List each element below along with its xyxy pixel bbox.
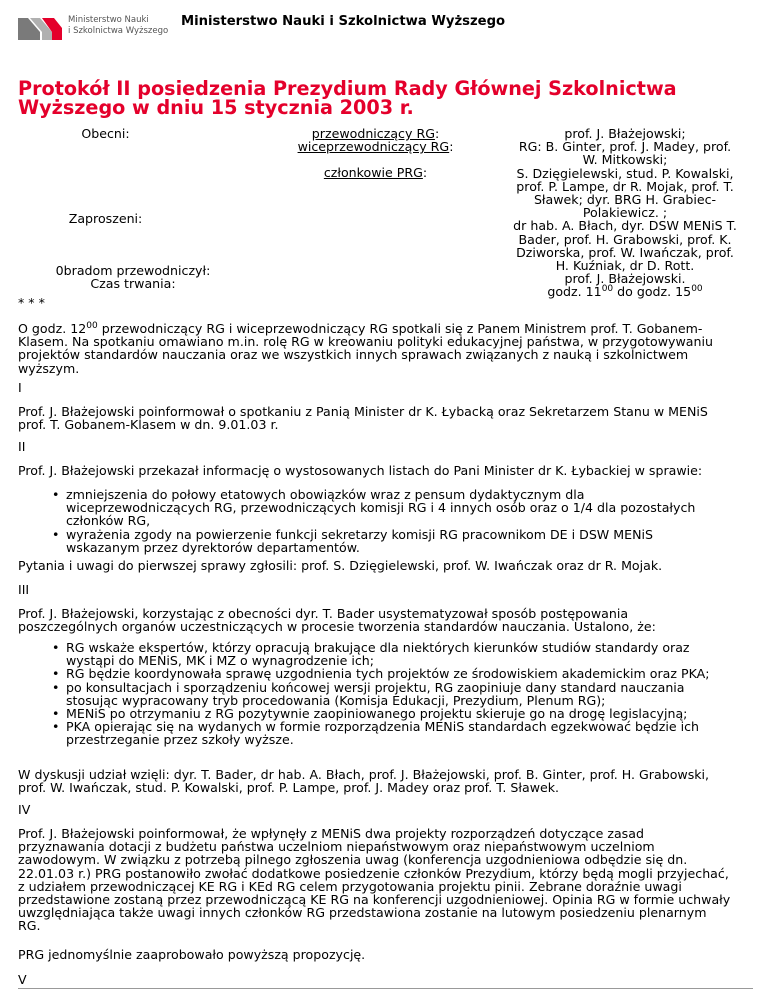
role-czlonkowie-text[interactable]: członkowie PRG <box>323 165 423 180</box>
section-number-4: IV <box>18 802 31 817</box>
list-item-line: • po konsultacjach i sporządzeniu końcowej wersji projektu, RG zaopiniuje dany standard nauczania <box>66 679 685 695</box>
list-item-line: przestrzeganie przez szkoły wyższe. <box>66 732 294 748</box>
list-item <box>66 488 753 528</box>
intro-line-3: projektów standardów nauczania oraz we wszystkich innych sprawach związanych z nauką i szkolnictwem <box>18 347 689 363</box>
time-sup-2: 00 <box>691 284 703 295</box>
list-item-line: • MENiS po otrzymaniu z RG pozytywnie zaopiniowanego projektu skieruje go na drogę legislacyjną; <box>66 706 688 722</box>
section-1-line-1: Prof. J. Błażejowski poinformował o spotkaniu z Panią Minister dr K. Łybacką oraz Sekretarzem Stanu w MENiS <box>18 404 708 419</box>
site-header <box>18 12 758 42</box>
list-item-line: • RG wskaże ekspertów, którzy opracują brakujące dla niektórych kierunków studiów standardy oraz <box>66 640 690 655</box>
names-line: RG: B. Ginter, prof. J. Madey, prof. <box>518 139 732 155</box>
list-item-line: stosując wypracowany tryb procedowania (Komisja Edukacji, Prezydium, Plenum RG); <box>66 692 606 708</box>
section-4-line: RG. <box>18 918 41 934</box>
list-item-line: wystąpi do MENiS, MK i MZ o wynagrodzenie ich; <box>66 653 375 669</box>
page-title <box>18 79 753 117</box>
names-line: H. Kuźniak, dr D. Rott. <box>555 258 695 274</box>
list-item-line: • PKA opierając się na wydanych w formie rozporządzenia MENiS standardach egzekwować będzie ich <box>66 719 700 735</box>
section-number-5: V <box>18 972 27 987</box>
label-czas: Czas trwania: <box>90 276 176 291</box>
role-wiceprzewodniczacy-text[interactable]: wiceprzewodniczący RG <box>297 139 450 154</box>
list-item-line: • zmniejszenia do połowy etatowych obowiązków wraz z pensum dydaktycznym dla <box>66 487 585 502</box>
logo-line-1: Ministerstwo Nauki <box>68 15 149 25</box>
logo-line-2: i Szkolnictwa Wyższego <box>68 25 169 36</box>
section-4-line: 22.01.03 r.) PRG postanowiło zwołać dodatkowe posiedzenie członków Prezydium, którzy będą mogli przyjechać, <box>18 865 729 881</box>
intro-line-2: Klasem. Na spotkaniu omawiano m.in. rolę RG w kreowaniu polityki edukacyjnej państwa, w przygotowywaniu <box>18 334 713 350</box>
section-2-paragraph: Prof. J. Błażejowski przekazał informację o wystosowanych listach do Pani Minister dr K. Łybackiej w sprawie: <box>18 463 703 478</box>
logo-text <box>68 15 168 36</box>
time-sup-1: 00 <box>601 284 614 295</box>
section-3-line-1: Prof. J. Błażejowski, korzystając z obecności dyr. T. Bader usystematyzował sposób postępowania <box>18 606 629 621</box>
page-title-line-1: Protokół II posiedzenia Prezydium Rady Głównej Szkolnictwa <box>18 77 677 100</box>
label-obecni: Obecni: <box>81 126 130 141</box>
section-3-after-line-2: prof. W. Iwańczak, stud. P. Kowalski, prof. P. Lampe, prof. J. Madey oraz prof. T. Sławek. <box>18 780 560 796</box>
time-prefix: godz. 11 <box>547 284 602 300</box>
time-mid: do godz. 15 <box>613 284 692 300</box>
bottom-divider <box>18 988 753 989</box>
names-line: prof. J. Błażejowski. <box>564 271 686 287</box>
ministry-logo-icon[interactable] <box>18 14 62 40</box>
names-line: Sławek; dyr. BRG H. Grabiec- <box>533 192 717 208</box>
section-1-line-2: prof. T. Gobanem-Klasem w dn. 9.01.03 r. <box>18 417 279 433</box>
section-4-line: przedstawione zostaną przez przewodniczącą KE RG na konferencji uzgodnieniowej. Opinia RG w formie uchwały <box>18 892 731 908</box>
intro-sup: 00 <box>86 321 98 331</box>
section-number-1: I <box>18 380 22 395</box>
page-title-line-2: Wyższego w dniu 15 stycznia 2003 r. <box>18 96 414 119</box>
names-line: Polakiewicz. ; <box>582 205 668 221</box>
list-item <box>66 681 753 707</box>
list-item-line: wiceprzewodniczących RG, przewodniczących komisji RG i 4 innych osób oraz o 1/4 dla pozostałych <box>66 500 696 516</box>
section-3-after-line-1: W dyskusji udział wzięli: dyr. T. Bader, dr hab. A. Błach, prof. J. Błażejowski, prof. B. Ginter, prof. H. Grabowski, <box>18 767 710 782</box>
separator-stars: * * * <box>18 295 45 310</box>
role-czlonkowie <box>263 166 488 179</box>
names-line: Dziworska, prof. W. Iwańczak, prof. <box>516 244 734 260</box>
section-4-line: przyznawania dotacji z budżetu państwa uczelniom niepaństwowym oraz niepaństwowym uczelniom <box>18 839 655 855</box>
section-4-line: zawodowym. W związku z potrzebą pilnego zgłoszenia uwag (konferencja uzgodnieniowa odbędzie się dn. <box>18 852 688 868</box>
list-item-line: wskazanym przez dyrektorów departamentów. <box>66 539 360 555</box>
names-line: prof. J. Błażejowski; <box>564 126 686 141</box>
intro-paragraph <box>18 322 753 375</box>
section-3-list <box>18 641 753 747</box>
label-obradom: 0bradom przewodniczył: <box>55 263 211 278</box>
names-line: Bader, prof. H. Grabowski, prof. K. <box>518 231 732 247</box>
section-2-list <box>18 488 753 554</box>
section-3-paragraph <box>18 607 753 633</box>
site-title: Ministerstwo Nauki i Szkolnictwa Wyższego <box>181 14 506 29</box>
list-item-line: członków RG, <box>66 513 151 529</box>
list-item-line: • wyrażenia zgody na powierzenie funkcji sekretarzy komisji RG pracownikom DE i DSW MENiS <box>66 526 654 542</box>
intro-pre: O godz. 12 <box>18 321 87 336</box>
section-number-2: II <box>18 439 26 454</box>
role-wiceprzewodniczacy <box>263 140 488 153</box>
role-przewodniczacy-text[interactable]: przewodniczący RG <box>311 126 435 141</box>
attendance-table <box>18 126 748 300</box>
section-4-line: uwzględniająca także uwagi innych członków RG przedstawiona zostanie na lutowym posiedzeniu plenarnym <box>18 905 707 921</box>
names-line: W. Mitkowski; <box>582 152 668 168</box>
section-4-paragraph <box>18 827 753 933</box>
list-item <box>66 641 753 667</box>
list-item <box>66 667 753 680</box>
names-line: prof. P. Lampe, dr R. Mojak, prof. T. <box>516 178 734 194</box>
role-colon: : <box>422 165 428 180</box>
list-item <box>66 720 753 746</box>
intro-rest: przewodniczący RG i wiceprzewodniczący RG spotkali się z Panem Ministrem prof. T. Gobanem- <box>97 321 703 336</box>
label-zaproszeni: Zaproszeni: <box>68 211 143 226</box>
names-line: S. Dzięgielewski, stud. P. Kowalski, <box>516 165 734 181</box>
section-number-3: III <box>18 582 30 597</box>
list-item-line: • RG będzie koordynowała sprawę uzgodnienia tych projektów ze środowiskiem akademickim oraz PKA; <box>66 666 710 682</box>
section-4-after: PRG jednomyślnie zaaprobowało powyższą propozycję. <box>18 947 366 962</box>
list-item <box>66 528 753 554</box>
intro-line-4: wyższym. <box>18 360 80 376</box>
section-3-after <box>18 768 753 794</box>
meta-names <box>500 127 750 299</box>
section-3-line-2: poszczególnych organów uczestniczących w procesie tworzenia standardów nauczania. Ustalono, że: <box>18 619 656 635</box>
names-line: dr hab. A. Błach, dyr. DSW MENiS T. <box>513 218 737 234</box>
section-4-line: Prof. J. Błażejowski poinformował, że wpłynęły z MENiS dwa projekty rozporządzeń dotyczące zasad <box>18 826 644 841</box>
section-1-paragraph <box>18 405 753 431</box>
section-4-line: z udziałem przewodniczącej KE RG i KEd RG celem przygotowania projektu pinii. Zebrane doraźnie uwagi <box>18 878 682 894</box>
section-2-after: Pytania i uwagi do pierwszej sprawy zgłosili: prof. S. Dzięgielewski, prof. W. Iwańczak oraz dr R. Mojak. <box>18 558 663 573</box>
role-colon: : <box>449 139 454 154</box>
role-colon: : <box>434 126 440 141</box>
